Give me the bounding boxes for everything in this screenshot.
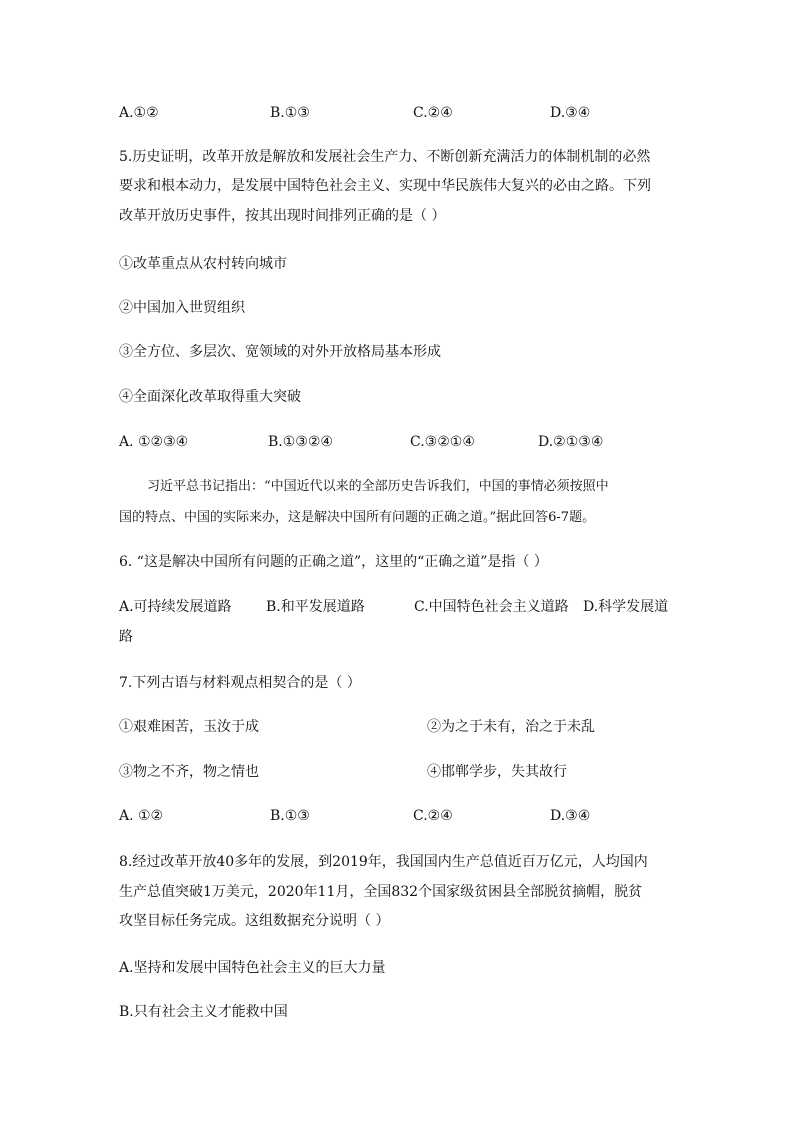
q8-option-b: B.只有社会主义才能救中国 — [119, 1004, 288, 1020]
q5-option-d: D.②①③④ — [538, 434, 604, 450]
q5-item-3: ③全方位、多层次、宽领域的对外开放格局基本形成 — [119, 344, 441, 360]
q4-option-a: A.①② — [119, 105, 159, 121]
q7-option-a: A. ①② — [119, 808, 164, 824]
q7-stem: 7.下列古语与材料观点相契合的是（ ） — [119, 675, 361, 691]
material-line-1: 习近平总书记指出：“中国近代以来的全部历史告诉我们，中国的事情必须按照中 — [147, 479, 609, 494]
q5-option-c: C.③②①④ — [410, 434, 475, 450]
q5-item-1: ①改革重点从农村转向城市 — [119, 256, 287, 272]
q4-option-c: C.②④ — [413, 105, 453, 121]
q8-option-a: A.坚持和发展中国特色社会主义的巨大力量 — [119, 960, 386, 976]
q6-option-b: B.和平发展道路 — [266, 599, 365, 615]
q5-stem-line-3: 改革开放历史事件，按其出现时间排列正确的是（ ） — [119, 208, 446, 224]
q6-option-c: C.中国特色社会主义道路 — [414, 599, 569, 615]
q5-item-4: ④全面深化改革取得重大突破 — [119, 389, 301, 405]
q7-item-1: ①艰难困苦，玉汝于成 — [119, 719, 259, 735]
q7-item-4: ④邯郸学步，失其故行 — [427, 764, 567, 780]
q5-stem-line-1: 5.历史证明，改革开放是解放和发展社会生产力、不断创新充满活力的体制机制的必然 — [119, 149, 651, 165]
q7-option-c: C.②④ — [413, 808, 453, 824]
q6-option-a: A.可持续发展道路 — [119, 599, 232, 615]
q5-option-a: A. ①②③④ — [119, 434, 189, 450]
q8-stem-line-1: 8.经过改革开放40多年的发展，到2019年，我国国内生产总值近百万亿元，人均国内 — [119, 854, 648, 870]
q5-stem-line-2: 要求和根本动力，是发展中国特色社会主义、实现中华民族伟大复兴的必由之路。下列 — [119, 178, 651, 194]
q8-stem-line-2: 生产总值突破1万美元，2020年11月，全国832个国家级贫困县全部脱贫摘帽，脱贫 — [119, 884, 643, 900]
q7-item-3: ③物之不齐，物之情也 — [119, 764, 259, 780]
q7-item-2: ②为之于未有，治之于未乱 — [427, 719, 595, 735]
q4-option-d: D.③④ — [550, 105, 591, 121]
q4-option-b: B.①③ — [270, 105, 310, 121]
q6-option-d: D.科学发展道 — [583, 599, 669, 615]
q5-option-b: B.①③②④ — [268, 434, 333, 450]
q7-option-d: D.③④ — [550, 808, 591, 824]
q6-option-d-wrap: 路 — [119, 629, 133, 645]
q7-option-b: B.①③ — [270, 808, 310, 824]
material-line-2: 国的特点、中国的实际来办，这是解决中国所有问题的正确之道。”据此回答6-7题。 — [119, 510, 596, 525]
q8-stem-line-3: 攻坚目标任务完成。这组数据充分说明（ ） — [119, 913, 390, 929]
q6-stem: 6. “这是解决中国所有问题的正确之道”，这里的“正确之道”是指（ ） — [119, 554, 548, 570]
q5-item-2: ②中国加入世贸组织 — [119, 300, 245, 316]
